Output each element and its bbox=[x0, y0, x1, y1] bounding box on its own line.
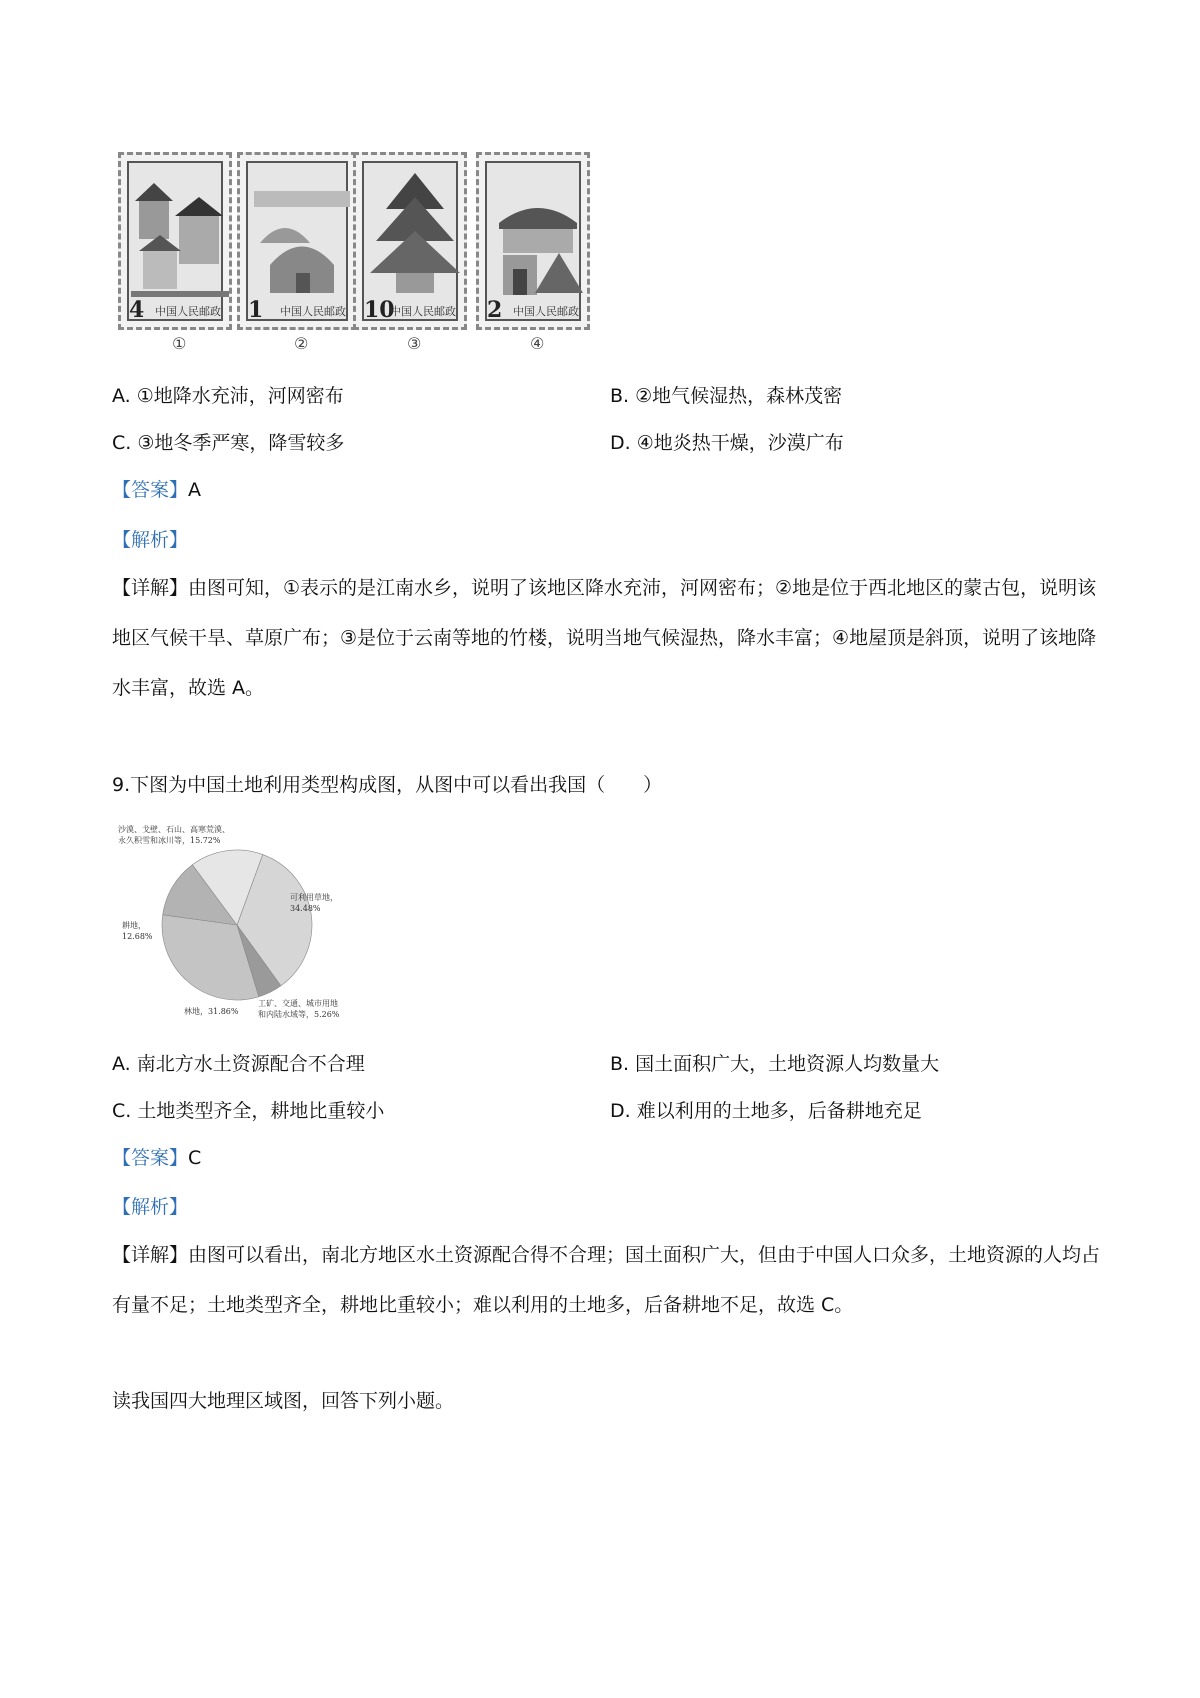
pie-label-desert: 沙漠、戈壁、石山、高寒荒漠、 永久积雪和冰川等，15.72% bbox=[118, 825, 230, 845]
pie-label-industrial: 工矿、交通、城市用地 和内陆水域等，5.26% bbox=[258, 999, 340, 1019]
option-a: A. 南北方水土资源配合不合理 bbox=[112, 1053, 365, 1075]
question-9: 9.下图为中国土地利用类型构成图，从图中可以看出我国（ ） bbox=[112, 774, 663, 796]
stamp-number: ④ bbox=[530, 334, 545, 353]
analysis-tag: 【解析】 bbox=[112, 529, 189, 551]
stamp-4 bbox=[476, 152, 590, 330]
option-a: A. ①地降水充沛，河网密布 bbox=[112, 385, 344, 407]
analysis-tag: 【解析】 bbox=[112, 1196, 189, 1218]
answer-value: A bbox=[188, 479, 202, 501]
stamp-value: 10 bbox=[364, 297, 395, 323]
stamp-post-label: 中国人民邮政 bbox=[280, 305, 346, 318]
detail-paragraph: 【详解】由图可知，①表示的是江南水乡，说明了该地区降水充沛，河网密布；②地是位于西北地区的蒙古包，说明该地区气候干旱、草原广布；③是位于云南等地的竹楼，说明当地气候湿热，降水丰富；④地屋顶是斜顶，说明了该地降水丰富，故选 A。 bbox=[112, 577, 1097, 699]
stamp-post-label: 中国人民邮政 bbox=[390, 305, 456, 318]
yurt-icon bbox=[250, 173, 354, 303]
option-c: C. ③地冬季严寒，降雪较多 bbox=[112, 432, 345, 454]
stamp-post-label: 中国人民邮政 bbox=[155, 305, 221, 318]
stamp-3 bbox=[353, 152, 467, 330]
stamp-1 bbox=[118, 152, 232, 330]
water-town-houses-icon bbox=[131, 169, 229, 299]
land-use-pie-chart bbox=[112, 820, 372, 1020]
stamp-value: 2 bbox=[487, 297, 503, 323]
answer-tag: 【答案】 bbox=[112, 479, 189, 501]
answer-line bbox=[112, 477, 201, 503]
option-c: C. 土地类型齐全，耕地比重较小 bbox=[112, 1100, 385, 1122]
option-b: B. ②地气候湿热，森林茂密 bbox=[610, 385, 843, 407]
pie-label-farmland: 耕地， 12.68% bbox=[122, 921, 153, 941]
pie-label-forest: 林地，31.86% bbox=[184, 1007, 239, 1016]
pie-label-grassland: 可利用草地， 34.48% bbox=[290, 893, 338, 913]
sloped-roof-house-icon bbox=[489, 173, 587, 303]
answer-value: C bbox=[188, 1147, 202, 1169]
option-d: D. 难以利用的土地多，后备耕地充足 bbox=[610, 1100, 922, 1122]
option-d: D. ④地炎热干燥，沙漠广布 bbox=[610, 432, 844, 454]
stamp-2 bbox=[237, 152, 357, 330]
stamp-number: ③ bbox=[407, 334, 422, 353]
option-b: B. 国土面积广大，土地资源人均数量大 bbox=[610, 1053, 940, 1075]
detail-paragraph: 【详解】由图可以看出，南北方地区水土资源配合得不合理；国土面积广大，但由于中国人口众多，土地资源的人均占有量不足；土地类型齐全，耕地比重较小；难以利用的土地多，后备耕地不足，故选 C。 bbox=[112, 1244, 1101, 1316]
answer-line bbox=[112, 1145, 201, 1171]
stamp-value: 4 bbox=[129, 297, 145, 323]
intro-text: 读我国四大地理区域图，回答下列小题。 bbox=[112, 1390, 455, 1412]
stamp-value: 1 bbox=[248, 297, 264, 323]
stamp-number: ② bbox=[294, 334, 309, 353]
answer-tag: 【答案】 bbox=[112, 1147, 189, 1169]
stamp-number: ① bbox=[172, 334, 187, 353]
bamboo-house-icon bbox=[366, 169, 464, 299]
stamp-post-label: 中国人民邮政 bbox=[513, 305, 579, 318]
